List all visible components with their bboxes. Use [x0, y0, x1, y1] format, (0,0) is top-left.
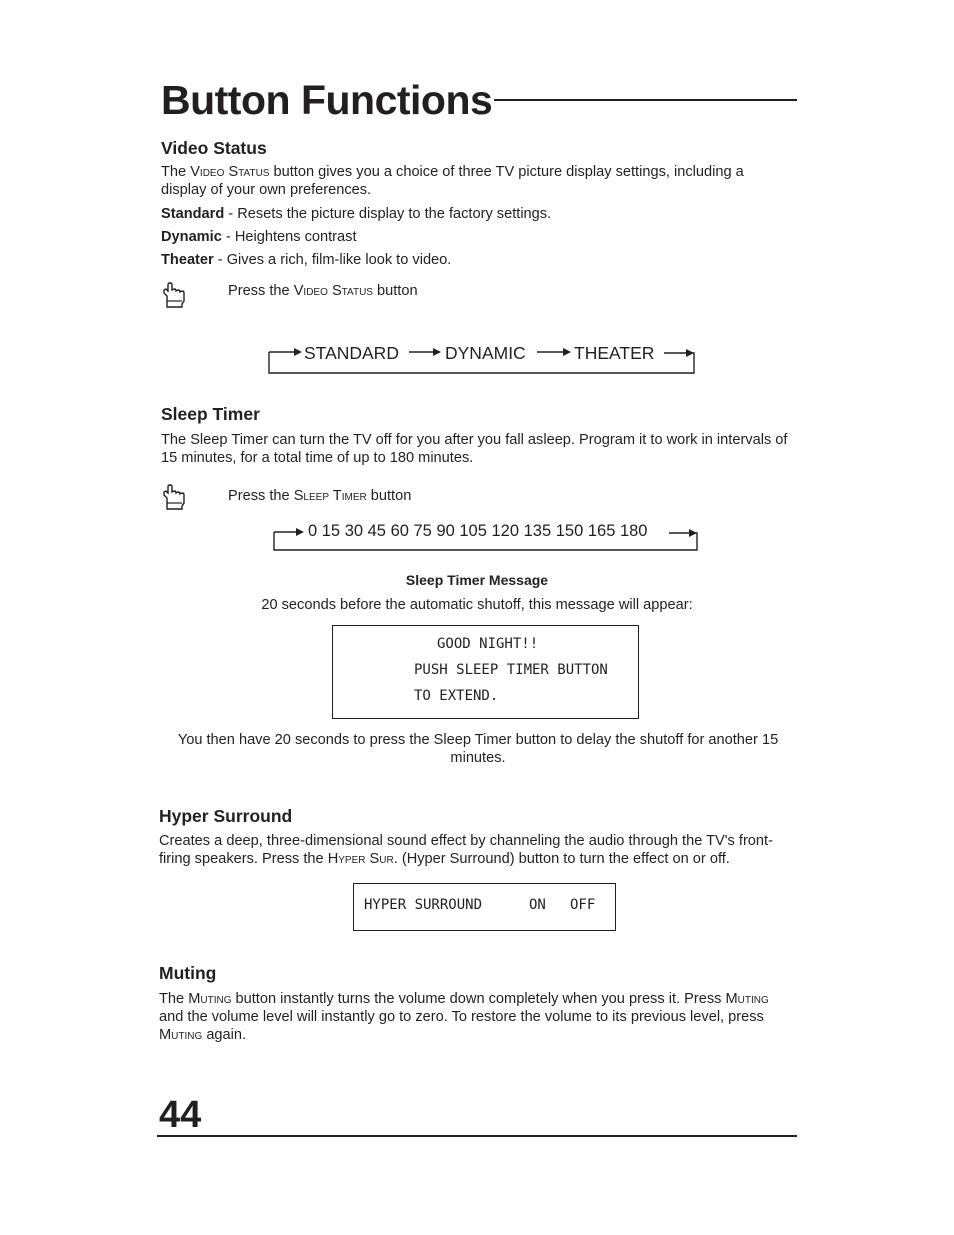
osd-off: OFF	[570, 897, 596, 913]
sleep-timer-after: You then have 20 seconds to press the Sleep Timer button to delay the shutoff for another 15 minutes.	[177, 732, 779, 766]
osd-on: ON	[529, 897, 546, 913]
osd-line-2: PUSH SLEEP TIMER BUTTON	[414, 662, 608, 678]
page-title: Button Functions	[161, 77, 493, 123]
osd-line-3: TO EXTEND.	[414, 688, 499, 704]
sleep-timer-message-heading: Sleep Timer Message	[405, 572, 549, 588]
hyper-surround-intro: Creates a deep, three-dimensional sound effect by channeling the audio through the TV's front-firing speakers. Press the Hyper Sur. (Hyper Surround) button to turn the effect on or off.	[159, 833, 773, 867]
sleep-timer-intro: The Sleep Timer can turn the TV off for you after you fall asleep. Program it to work in intervals of 15 minutes, for a total time of up to 180 minutes.	[161, 432, 788, 466]
cycle-standard: STANDARD	[304, 343, 399, 363]
sleep-timer-cycle-values: 0 15 30 45 60 75 90 105 120 135 150 165 180	[308, 522, 648, 540]
muting-body: The Muting button instantly turns the volume down completely when you press it. Press Muting and the volume level will instantly go to zero. To restore the volume to its previous level, press Muting again.	[159, 991, 769, 1043]
video-status-intro: The Video Status button gives you a choice of three TV picture display settings, including a display of your own preferences.	[161, 164, 744, 198]
sleep-timer-heading: Sleep Timer	[161, 404, 260, 424]
press-sleep-timer: Press the Sleep Timer button	[228, 488, 412, 504]
osd-hyper-surround-label: HYPER SURROUND	[364, 897, 483, 913]
muting-heading: Muting	[159, 963, 217, 983]
cycle-dynamic: DYNAMIC	[445, 343, 526, 363]
press-hand-icon	[160, 483, 190, 513]
hyper-surround-heading: Hyper Surround	[159, 806, 293, 826]
option-theater: Theater - Gives a rich, film-like look to video.	[161, 252, 452, 268]
option-standard: Standard - Resets the picture display to the factory settings.	[161, 206, 552, 222]
footer-rule	[157, 1135, 797, 1137]
page-number: 44	[159, 1094, 202, 1136]
sleep-timer-message-intro: 20 seconds before the automatic shutoff, this message will appear:	[261, 597, 693, 613]
title-rule	[494, 99, 797, 101]
press-video-status: Press the Video Status button	[228, 283, 418, 299]
osd-line-1: GOOD NIGHT!!	[437, 636, 539, 652]
video-status-heading: Video Status	[161, 138, 267, 158]
cycle-theater: THEATER	[574, 343, 655, 363]
option-dynamic: Dynamic - Heightens contrast	[161, 229, 357, 245]
press-hand-icon	[160, 281, 190, 311]
